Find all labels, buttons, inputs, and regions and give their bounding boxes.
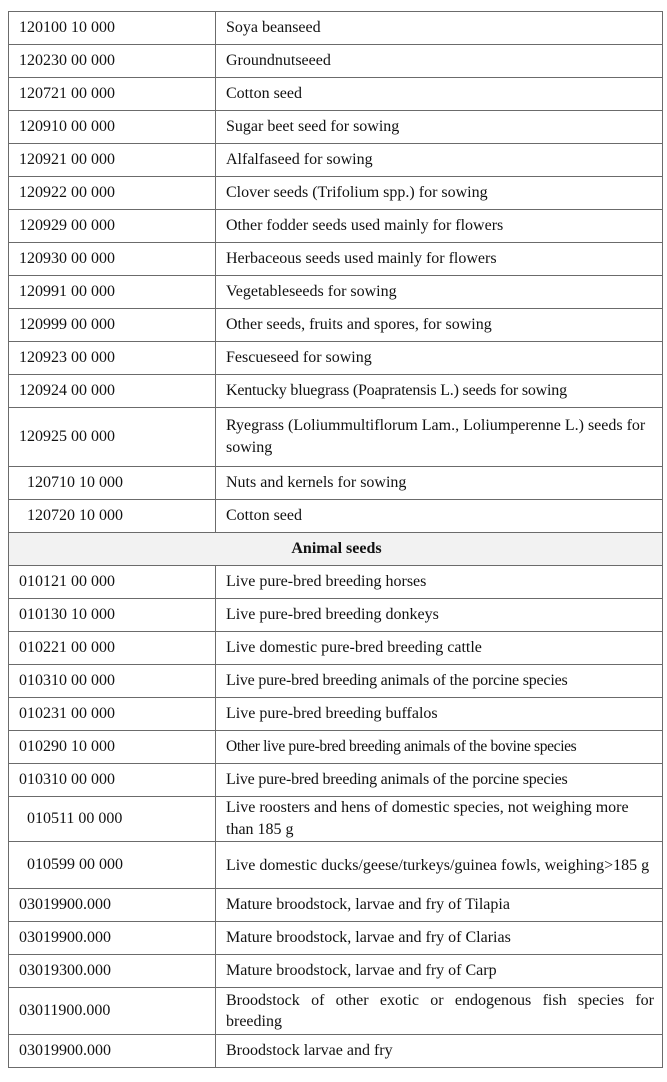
description-cell: Other live pure-bred breeding animals of the bovine species [216, 731, 663, 764]
table-row [9, 111, 663, 144]
hs-code-cell: 03019900.000 [9, 1035, 216, 1068]
table-row [9, 797, 663, 842]
table-row [9, 731, 663, 764]
table-row [9, 45, 663, 78]
table-row [9, 500, 663, 533]
description-cell: Fescueseed for sowing [216, 342, 663, 375]
description-cell: Live pure-bred breeding buffalos [216, 698, 663, 731]
hs-code-cell: 120925 00 000 [9, 408, 216, 467]
hs-code-cell: 120230 00 000 [9, 45, 216, 78]
description-cell: Live pure-bred breeding donkeys [216, 599, 663, 632]
hs-code-cell: 010310 00 000 [9, 665, 216, 698]
section-title: Animal seeds [9, 533, 663, 566]
hs-code-cell: 120999 00 000 [9, 309, 216, 342]
table-row [9, 78, 663, 111]
description-cell: Broodstock of other exotic or endogenous fish species for breeding [216, 988, 663, 1035]
table-row [9, 922, 663, 955]
description-cell: Groundnutseeed [216, 45, 663, 78]
description-cell: Broodstock larvae and fry [216, 1035, 663, 1068]
description-cell: Nuts and kernels for sowing [216, 467, 663, 500]
description-cell: Kentucky bluegrass (Poapratensis L.) seeds for sowing [216, 375, 663, 408]
description-cell: Mature broodstock, larvae and fry of Clarias [216, 922, 663, 955]
description-cell: Other seeds, fruits and spores, for sowing [216, 309, 663, 342]
description-cell: Ryegrass (Loliummultiflorum Lam., Loliumperenne L.) seeds for sowing [216, 408, 663, 467]
table-row [9, 1035, 663, 1068]
table-row [9, 955, 663, 988]
table-row [9, 342, 663, 375]
table-row [9, 12, 663, 45]
description-cell: Live pure-bred breeding horses [216, 566, 663, 599]
description-cell: Sugar beet seed for sowing [216, 111, 663, 144]
table-row [9, 665, 663, 698]
table-row [9, 889, 663, 922]
table-row [9, 698, 663, 731]
description-cell: Cotton seed [216, 78, 663, 111]
table-row [9, 566, 663, 599]
table-row [9, 842, 663, 889]
description-cell: Live domestic ducks/geese/turkeys/guinea fowls, weighing>185 g [216, 842, 663, 889]
hs-code-cell: 03019900.000 [9, 922, 216, 955]
hs-code-cell: 010290 10 000 [9, 731, 216, 764]
hs-code-cell: 010121 00 000 [9, 566, 216, 599]
hs-code-cell: 120921 00 000 [9, 144, 216, 177]
description-cell: Soya beanseed [216, 12, 663, 45]
hs-code-cell: 120924 00 000 [9, 375, 216, 408]
description-cell: Cotton seed [216, 500, 663, 533]
table-row [9, 243, 663, 276]
hs-code-cell: 120720 10 000 [9, 500, 216, 533]
description-cell: Other fodder seeds used mainly for flowers [216, 210, 663, 243]
table-row [9, 144, 663, 177]
hs-code-cell: 120721 00 000 [9, 78, 216, 111]
table-row [9, 599, 663, 632]
hs-code-cell: 120710 10 000 [9, 467, 216, 500]
hs-code-cell: 010221 00 000 [9, 632, 216, 665]
description-cell: Live pure-bred breeding animals of the porcine species [216, 764, 663, 797]
table-row [9, 632, 663, 665]
table-row [9, 375, 663, 408]
hs-code-cell: 03011900.000 [9, 988, 216, 1035]
description-cell: Vegetableseeds for sowing [216, 276, 663, 309]
hs-code-cell: 010231 00 000 [9, 698, 216, 731]
hs-code-cell: 03019300.000 [9, 955, 216, 988]
hs-code-cell: 120929 00 000 [9, 210, 216, 243]
table-row [9, 177, 663, 210]
description-cell: Mature broodstock, larvae and fry of Carp [216, 955, 663, 988]
description-cell: Live pure-bred breeding animals of the porcine species [216, 665, 663, 698]
description-cell: Live domestic pure-bred breeding cattle [216, 632, 663, 665]
table-row [9, 408, 663, 467]
description-cell: Mature broodstock, larvae and fry of Tilapia [216, 889, 663, 922]
table-row [9, 210, 663, 243]
hs-code-cell: 120930 00 000 [9, 243, 216, 276]
hs-code-cell: 120910 00 000 [9, 111, 216, 144]
table-row [9, 309, 663, 342]
table-row [9, 276, 663, 309]
tariff-code-table [8, 11, 663, 1068]
description-cell: Herbaceous seeds used mainly for flowers [216, 243, 663, 276]
hs-code-cell: 120100 10 000 [9, 12, 216, 45]
hs-code-cell: 120991 00 000 [9, 276, 216, 309]
hs-code-cell: 120923 00 000 [9, 342, 216, 375]
table-row [9, 467, 663, 500]
table-row [9, 764, 663, 797]
description-cell: Clover seeds (Trifolium spp.) for sowing [216, 177, 663, 210]
hs-code-cell: 010310 00 000 [9, 764, 216, 797]
hs-code-cell: 010130 10 000 [9, 599, 216, 632]
section-header-row [9, 533, 663, 566]
description-cell: Live roosters and hens of domestic species, not weighing more than 185 g [216, 797, 663, 842]
hs-code-cell: 010599 00 000 [9, 842, 216, 889]
hs-code-cell: 03019900.000 [9, 889, 216, 922]
hs-code-cell: 120922 00 000 [9, 177, 216, 210]
description-cell: Alfalfaseed for sowing [216, 144, 663, 177]
hs-code-cell: 010511 00 000 [9, 797, 216, 842]
table-row [9, 988, 663, 1035]
